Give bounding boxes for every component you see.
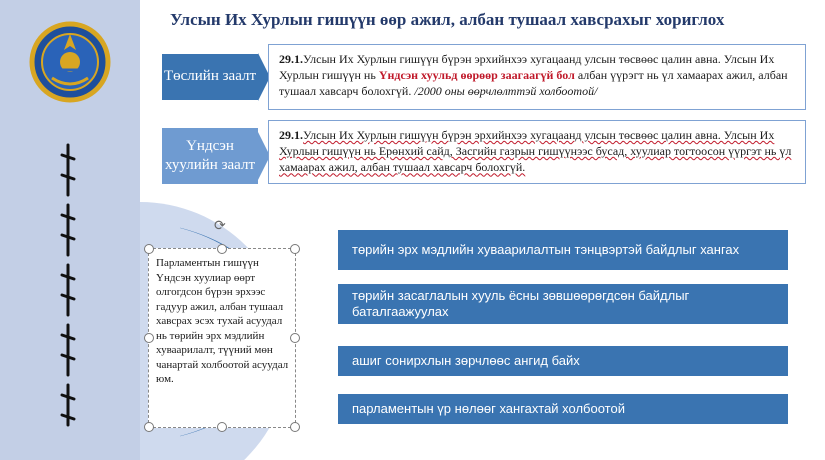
resize-handle[interactable] <box>217 422 227 432</box>
label-current-provision: Төслийн заалт <box>162 54 258 100</box>
bullet-item: төрийн эрх мэдлийн хуваарилалтын тэнцвэртэй байдлыг хангах <box>338 230 788 270</box>
resize-handle[interactable] <box>144 244 154 254</box>
article-number: 29.1. <box>279 128 303 142</box>
label-original-provision: Үндсэн хуулийн заалт <box>162 128 258 184</box>
amendment-note: /2000 оны өөрчлөлттэй холбоотой/ <box>414 84 598 99</box>
resize-handle[interactable] <box>290 244 300 254</box>
resize-handle[interactable] <box>144 333 154 343</box>
article-number: 29.1. <box>279 52 303 66</box>
slide-title: Улсын Их Хурлын гишүүн өөр ажил, албан тушаал хавсрахыг хориглох <box>170 10 725 29</box>
quote-text-b: албан үүрэгт нь үл хамаарах ажил, албан тушаал хавсарч болохгүй. <box>279 68 788 99</box>
state-emblem-icon <box>28 20 112 104</box>
quote-text: Улсын Их Хурлын гишүүн бүрэн эрхийнхээ хугацаанд улсын төсвөөс цалин авна. Улсын Их Хурлын гишүүн нь Ерөнхий сайд, Засгийн газрын гишүүнээс бусад, хуулиар тогтоосон үүргэт нь үл хамаарах ажил, албан тушаал хавсарч болохгүй. <box>279 128 792 175</box>
original-provision-text <box>268 120 806 184</box>
mongol-script-icon <box>48 135 88 435</box>
bullet-item: парламентын үр нөлөөг хангахтай холбоотой <box>338 394 788 424</box>
left-sidebar <box>0 0 140 460</box>
bullet-item: ашиг сонирхлын зөрчлөөс ангид байх <box>338 346 788 376</box>
highlight-text: Үндсэн хуульд өөрөөр заагаагүй бол <box>378 68 575 83</box>
rotate-handle-icon[interactable]: ⟳ <box>214 219 226 234</box>
quote-text-a: Улсын Их Хурлын гишүүн бүрэн эрхийнхээ хугацаанд улсын төсвөөс цалин авна. Улсын Их Хурлын гишүүн нь <box>279 52 775 83</box>
resize-handle[interactable] <box>144 422 154 432</box>
textbox-content[interactable]: Парламентын гишүүн Үндсэн хуулиар өөрт олгогдсон бүрэн эрхээс гадуур ажил, албан тушаал хавсрах эсэх тухай асуудал нь төрийн эрх мэдлийн хуваарилалт, түүний мөн чанартай холбоотой асуудал юм. <box>156 257 289 386</box>
current-provision-text <box>268 44 806 110</box>
bullet-item: төрийн засаглалын хууль ёсны зөвшөөрөгдсөн байдлыг баталгаажуулах <box>338 284 788 324</box>
resize-handle[interactable] <box>290 422 300 432</box>
resize-handle[interactable] <box>217 244 227 254</box>
resize-handle[interactable] <box>290 333 300 343</box>
